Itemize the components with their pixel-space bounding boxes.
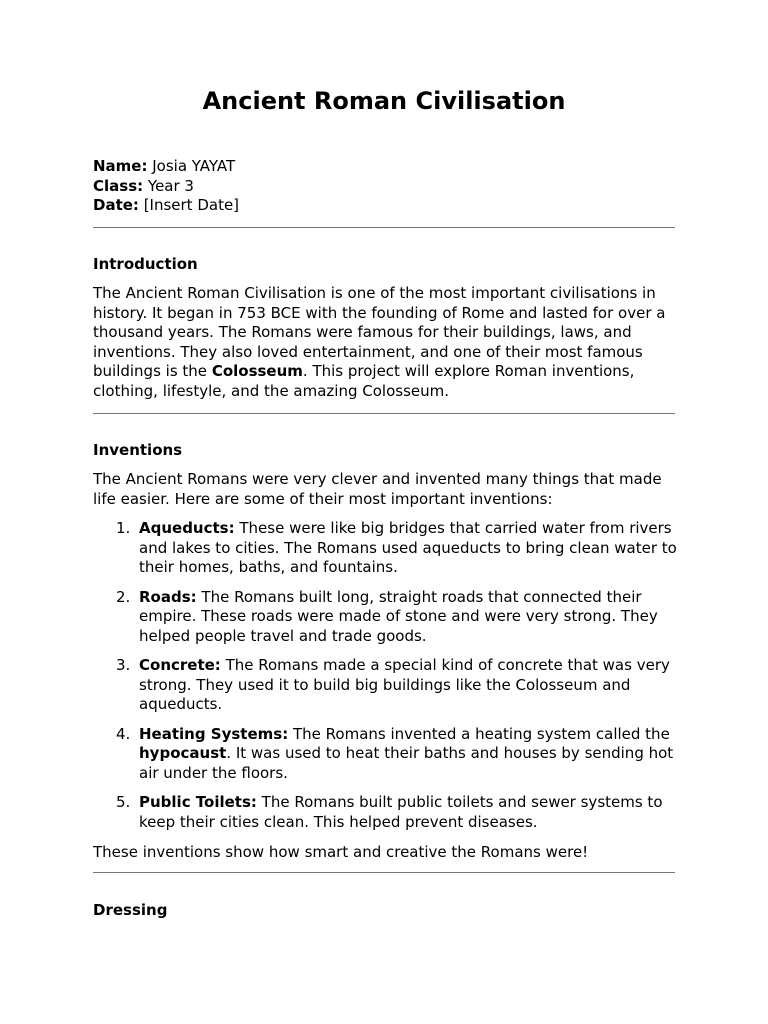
list-item: [93, 793, 683, 832]
date-label: Date:: [93, 196, 139, 214]
inventions-conclusion: These inventions show how smart and creative the Romans were!: [93, 843, 589, 861]
item-number: 1.: [116, 519, 131, 537]
class-label: Class:: [93, 176, 144, 195]
item-label: Public Toilets:: [139, 793, 257, 811]
dressing-heading: Dressing: [93, 901, 168, 919]
class-value: Year 3: [143, 176, 194, 195]
item-text: These were like big bridges that carried water from rivers and lakes to cities. The Romans used aqueducts to bring clean water to their homes, baths, and fountains.: [139, 519, 677, 576]
divider: [93, 872, 675, 873]
item-label: Aqueducts:: [139, 519, 235, 537]
name-value: Josia YAYAT: [147, 157, 236, 175]
name-label: Name:: [93, 157, 148, 175]
list-item: [93, 725, 683, 784]
date-value: [Insert Date]: [138, 196, 240, 214]
item-number: 4.: [116, 724, 131, 743]
divider: [93, 413, 675, 414]
introduction-text: The Ancient Roman Civilisation is one of the most important civilisations in history. It began in 753 BCE with the founding of Rome and lasted for over a thousand years. The Romans were famous for their buildings, laws, and inventions. They also loved entertainment, and one of their most famous buildings is the: [93, 284, 666, 380]
divider: [93, 227, 675, 228]
inventions-heading: Inventions: [93, 441, 183, 459]
item-label: Roads:: [139, 587, 197, 606]
colosseum-bold: Colosseum: [211, 362, 303, 380]
hypocaust-bold: hypocaust: [139, 744, 227, 762]
item-label: Heating Systems:: [139, 724, 289, 743]
inventions-intro: The Ancient Romans were very clever and invented many things that made life easier. Here are some of their most important inventions:: [93, 470, 662, 508]
name-line: [93, 157, 239, 177]
list-item: [93, 519, 683, 578]
item-number: 5.: [116, 793, 131, 811]
introduction-paragraph: [93, 284, 683, 401]
item-text-end: . It was used to heat their baths and houses by sending hot air under the floors.: [139, 744, 674, 782]
item-text: The Romans built long, straight roads that connected their empire. These roads were made of stone and were very strong. They helped people travel and trade goods.: [139, 587, 658, 645]
document-title: Ancient Roman Civilisation: [202, 87, 566, 115]
date-line: [93, 196, 239, 216]
item-text: The Romans made a special kind of concrete that was very strong. They used it to build big buildings like the Colosseum and aqueducts.: [139, 656, 670, 713]
inventions-list: [93, 519, 683, 842]
item-text: The Romans invented a heating system called the: [288, 724, 670, 743]
student-info: [93, 157, 239, 216]
item-number: 3.: [116, 656, 131, 674]
introduction-text-end: . This project will explore Roman inventions, clothing, lifestyle, and the amazing Colosseum.: [93, 362, 635, 400]
introduction-heading: Introduction: [93, 255, 198, 273]
list-item: [93, 588, 683, 647]
class-line: [93, 177, 239, 197]
item-text: The Romans built public toilets and sewer systems to keep their cities clean. This helped prevent diseases.: [139, 793, 663, 831]
item-label: Concrete:: [139, 656, 221, 674]
list-item: [93, 656, 683, 715]
item-number: 2.: [116, 587, 131, 606]
